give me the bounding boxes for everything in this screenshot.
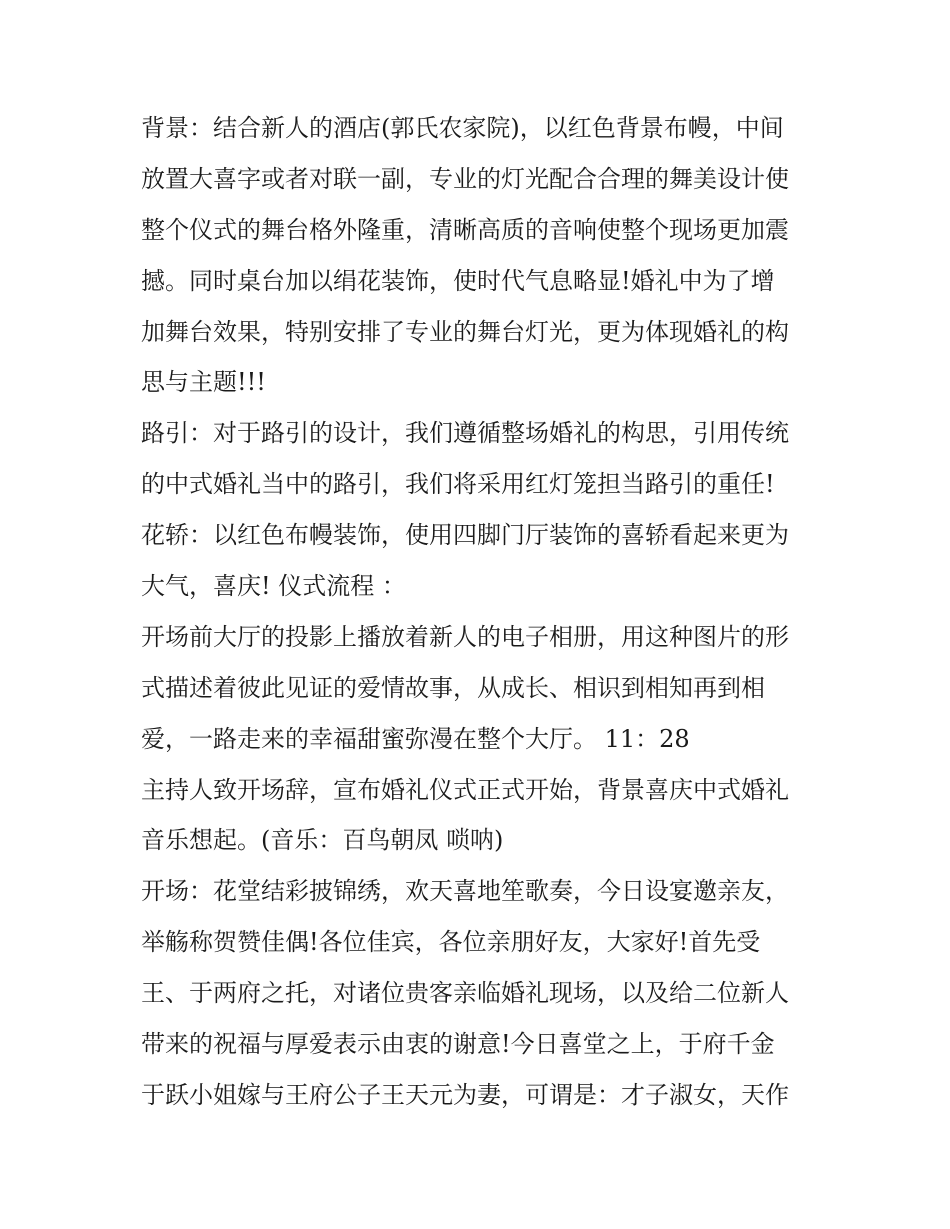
text-line: 王、于两府之托，对诸位贵客亲临婚礼现场，以及给二位新人 (141, 979, 789, 1008)
text-line: 主持人致开场辞，宣布婚礼仪式正式开始，背景喜庆中式婚礼 (141, 775, 789, 804)
text-line: 带来的祝福与厚爱表示由衷的谢意!今日喜堂之上，于府千金 (141, 1030, 775, 1059)
body-text (141, 106, 821, 1124)
text-line: 开场前大厅的投影上播放着新人的电子相册，用这种图片的形 (141, 622, 789, 651)
text-line: 花轿：以红色布幔装饰，使用四脚门厅装饰的喜轿看起来更为 (141, 521, 789, 550)
text-line: 开场：花堂结彩披锦绣，欢天喜地笙歌奏，今日设宴邀亲友， (141, 877, 789, 906)
text-line: 式描述着彼此见证的爱情故事，从成长、相识到相知再到相 (141, 673, 765, 702)
text-line: 思与主题!!! (141, 368, 266, 397)
text-line: 的中式婚礼当中的路引，我们将采用红灯笼担当路引的重任! (141, 470, 775, 499)
text-line: 整个仪式的舞台格外隆重，清晰高质的音响使整个现场更加震 (141, 215, 789, 244)
text-line: 爱，一路走来的幸福甜蜜弥漫在整个大厅。 11：28 (141, 724, 690, 753)
text-line: 背景：结合新人的酒店(郭氏农家院)，以红色背景布幔，中间 (141, 114, 784, 142)
text-line: 大气，喜庆! 仪式流程 ： (141, 572, 406, 601)
text-line: 路引：对于路引的设计，我们遵循整场婚礼的构思，引用传统 (141, 419, 789, 448)
text-line: 放置大喜字或者对联一副，专业的灯光配合合理的舞美设计使 (141, 164, 789, 193)
text-line: 撼。同时桌台加以绢花装饰，使时代气息略显!婚礼中为了增 (141, 266, 775, 295)
text-line: 加舞台效果，特别安排了专业的舞台灯光，更为体现婚礼的构 (141, 317, 789, 346)
text-line: 音乐想起。(音乐：百鸟朝凤 唢呐) (141, 826, 504, 855)
text-line: 举觞称贺赞佳偶!各位佳宾，各位亲朋好友，大家好!首先受 (141, 928, 761, 957)
text-line: 于跃小姐嫁与王府公子王天元为妻，可谓是：才子淑女，天作 (141, 1080, 789, 1109)
